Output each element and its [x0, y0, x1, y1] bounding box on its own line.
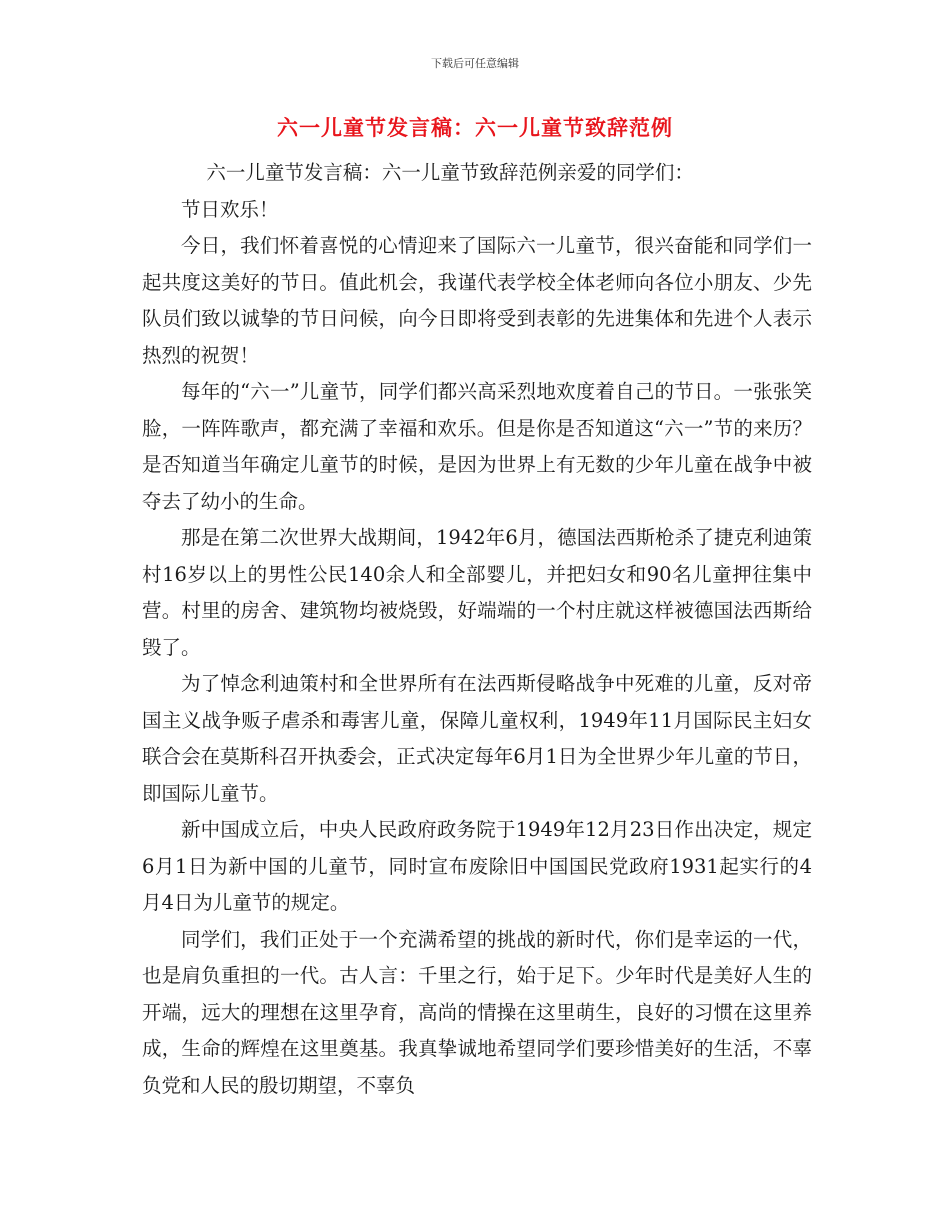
paragraph-history-decision: 为了悼念利迪策村和全世界所有在法西斯侵略战争中死难的儿童，反对帝国主义战争贩子虐杀和毒害儿童，保障儿童权利，1949年11月国际民主妇女联合会在莫斯科召开执委会，正式决定每年6月1日为全世界少年儿童的节日，即国际儿童节。 [142, 672, 812, 805]
paragraph-new-china: 新中国成立后，中央人民政府政务院于1949年12月23日作出决定，规定6月1日为新中国的儿童节，同时宣布废除旧中国国民党政府1931起实行的4月4日为儿童节的规定。 [142, 818, 812, 914]
document-body [142, 155, 812, 1104]
paragraph-origin-question: 每年的“六一”儿童节，同学们都兴高采烈地欢度着自己的节日。一张张笑脸，一阵阵歌声，都充满了幸福和欢乐。但是你是否知道这“六一”节的来历？是否知道当年确定儿童节的时候，是因为世界上有无数的少年儿童在战争中被夺去了幼小的生命。 [142, 380, 812, 513]
header-note: 下载后可任意编辑 [431, 57, 519, 70]
paragraph-encouragement: 同学们，我们正处于一个充满希望的挑战的新时代，你们是幸运的一代，也是肩负重担的一代。古人言：千里之行，始于足下。少年时代是美好人生的开端，远大的理想在这里孕育，高尚的情操在这里萌生，良好的习惯在这里养成，生命的辉煌在这里奠基。我真挚诚地希望同学们要珍惜美好的生活，不辜负党和人民的殷切期望，不辜负 [142, 927, 812, 1097]
document-title: 六一儿童节发言稿：六一儿童节致辞范例 [277, 115, 673, 140]
paragraph-history-lidice: 那是在第二次世界大战期间，1942年6月，德国法西斯枪杀了捷克利迪策村16岁以上的男性公民140余人和全部婴儿，并把妇女和90名儿童押往集中营。村里的房舍、建筑物均被烧毁，好端端的一个村庄就这样被德国法西斯给毁了。 [142, 526, 812, 659]
paragraph-greeting: 六一儿童节发言稿：六一儿童节致辞范例亲爱的同学们： [206, 161, 694, 184]
paragraph-opening: 今日，我们怀着喜悦的心情迎来了国际六一儿童节，很兴奋能和同学们一起共度这美好的节日。值此机会，我谨代表学校全体老师向各位小朋友、少先队员们致以诚挚的节日问候，向今日即将受到表彰的先进集体和先进个人表示热烈的祝贺！ [142, 234, 812, 367]
paragraph-holiday-wish: 节日欢乐！ [181, 197, 279, 221]
